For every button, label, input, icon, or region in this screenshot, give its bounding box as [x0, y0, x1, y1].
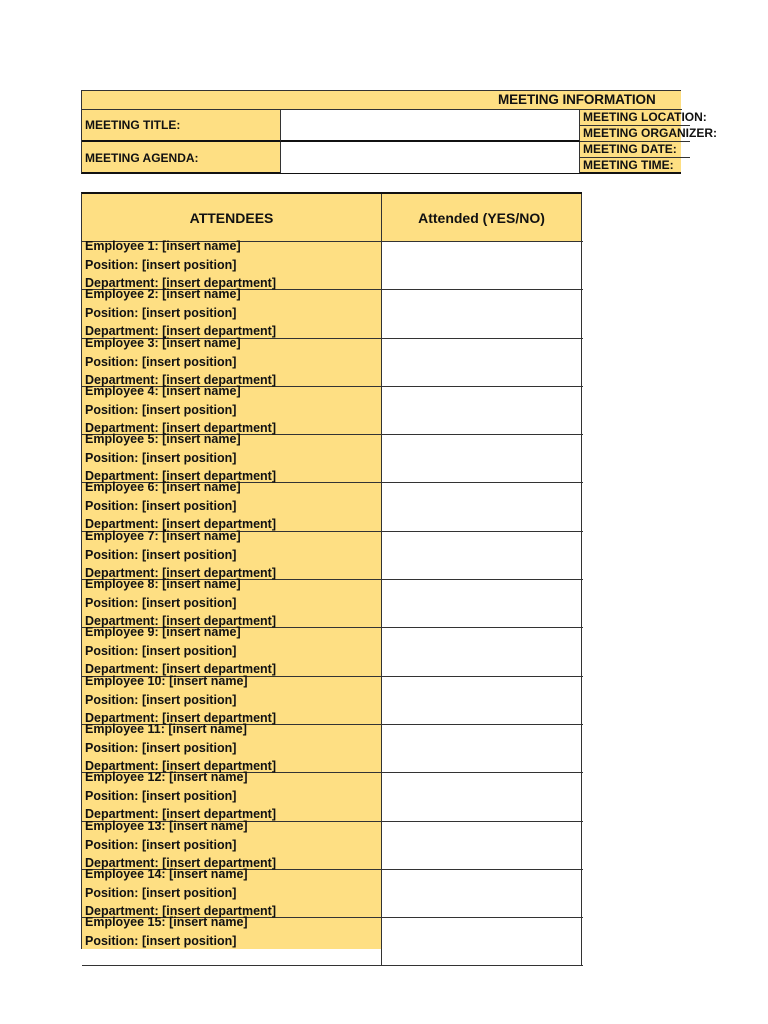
attendee-cell [82, 287, 382, 339]
employee-name: Employee 5: [insert name] [85, 432, 241, 447]
employee-department: Department: [insert department] [85, 710, 276, 725]
attendees-rows [82, 239, 583, 966]
table-row [82, 915, 583, 966]
employee-position: Position: [insert position] [85, 402, 237, 417]
employee-position: Position: [insert position] [85, 451, 237, 466]
meeting-information-title: MEETING INFORMATION [498, 92, 656, 107]
table-row [82, 287, 583, 339]
employee-name: Employee 12: [insert name] [85, 770, 248, 785]
meeting-date-label: MEETING DATE: [580, 142, 690, 158]
attended-input-cell[interactable] [382, 580, 582, 627]
attendee-cell [82, 239, 382, 290]
attendee-cell [82, 383, 382, 435]
attended-input-cell[interactable] [382, 483, 582, 530]
attended-input-cell[interactable] [382, 773, 582, 820]
employee-position: Position: [insert position] [85, 499, 237, 514]
table-row [82, 866, 583, 918]
attended-input-cell[interactable] [382, 628, 582, 675]
employee-name: Employee 1: [insert name] [85, 239, 241, 253]
employee-name: Employee 4: [insert name] [85, 383, 241, 398]
employee-position: Position: [insert position] [85, 789, 237, 804]
employee-department: Department: [insert department] [85, 903, 276, 918]
table-row [82, 818, 583, 870]
employee-department: Department: [insert department] [85, 276, 276, 290]
employee-department: Department: [insert department] [85, 324, 276, 339]
meeting-information-header [82, 91, 682, 110]
employee-name: Employee 9: [insert name] [85, 625, 241, 640]
employee-name: Employee 8: [insert name] [85, 577, 241, 592]
attended-input-cell[interactable] [382, 290, 582, 337]
attendee-cell [82, 480, 382, 532]
table-row [82, 383, 583, 435]
table-row [82, 335, 583, 387]
table-row [82, 577, 583, 629]
attendee-cell [82, 432, 382, 484]
meeting-information-table [81, 90, 717, 174]
employee-name: Employee 6: [insert name] [85, 480, 241, 495]
attendee-cell [82, 866, 382, 918]
attendee-cell [82, 577, 382, 629]
employee-name: Employee 2: [insert name] [85, 287, 241, 302]
attendee-cell [82, 915, 382, 965]
employee-department: Department: [insert department] [85, 758, 276, 773]
meeting-time-label: MEETING TIME: [583, 158, 674, 172]
meeting-organizer-label: MEETING ORGANIZER: [580, 126, 690, 142]
attendees-table [81, 192, 582, 949]
attendee-cell [82, 721, 382, 773]
employee-position: Position: [insert position] [85, 354, 237, 369]
table-row [82, 480, 583, 532]
meeting-location-label: MEETING LOCATION: [580, 110, 690, 126]
attendee-cell [82, 770, 382, 822]
employee-department: Department: [insert department] [85, 420, 276, 435]
employee-name: Employee 3: [insert name] [85, 335, 241, 350]
attendee-cell [82, 818, 382, 870]
employee-position: Position: [insert position] [85, 306, 237, 321]
employee-name: Employee 14: [insert name] [85, 866, 248, 881]
attendee-cell [82, 528, 382, 580]
attended-column-header: Attended (YES/NO) [382, 194, 582, 241]
employee-name: Employee 13: [insert name] [85, 818, 248, 833]
attended-input-cell[interactable] [382, 532, 582, 579]
employee-department: Department: [insert department] [85, 614, 276, 629]
employee-position: Position: [insert position] [85, 692, 237, 707]
table-row [82, 239, 583, 290]
meeting-agenda-label: MEETING AGENDA: [82, 142, 281, 173]
employee-department: Department: [insert department] [85, 855, 276, 870]
table-row [82, 721, 583, 773]
attended-input-cell[interactable] [382, 677, 582, 724]
attended-input-cell[interactable] [382, 435, 582, 482]
attendee-cell [82, 673, 382, 725]
attendees-column-header: ATTENDEES [82, 194, 382, 241]
table-row [82, 770, 583, 822]
attended-input-cell[interactable] [382, 387, 582, 434]
employee-position: Position: [insert position] [85, 547, 237, 562]
employee-position: Position: [insert position] [85, 885, 237, 900]
employee-position: Position: [insert position] [85, 596, 237, 611]
employee-department: Department: [insert department] [85, 565, 276, 580]
employee-department: Department: [insert department] [85, 469, 276, 484]
employee-department: Department: [insert department] [85, 517, 276, 532]
attended-input-cell[interactable] [382, 242, 582, 289]
attended-input-cell[interactable] [382, 870, 582, 917]
employee-position: Position: [insert position] [85, 934, 237, 949]
attendees-header-row [82, 194, 583, 242]
attendee-cell [82, 625, 382, 677]
employee-position: Position: [insert position] [85, 644, 237, 659]
table-row [82, 673, 583, 725]
attended-input-cell[interactable] [382, 725, 582, 772]
employee-department: Department: [insert department] [85, 372, 276, 387]
table-row [82, 432, 583, 484]
employee-position: Position: [insert position] [85, 837, 237, 852]
meeting-agenda-field[interactable] [281, 142, 580, 173]
employee-name: Employee 15: [insert name] [85, 915, 248, 930]
table-row [82, 625, 583, 677]
attended-input-cell[interactable] [382, 822, 582, 869]
employee-name: Employee 11: [insert name] [85, 721, 247, 736]
employee-name: Employee 10: [insert name] [85, 673, 248, 688]
employee-position: Position: [insert position] [85, 740, 237, 755]
employee-position: Position: [insert position] [85, 258, 237, 272]
employee-name: Employee 7: [insert name] [85, 528, 241, 543]
employee-department: Department: [insert department] [85, 662, 276, 677]
meeting-title-field[interactable] [281, 110, 580, 142]
attended-input-cell[interactable] [382, 918, 582, 965]
attendee-cell [82, 335, 382, 387]
meeting-title-label: MEETING TITLE: [82, 110, 281, 142]
table-row [82, 528, 583, 580]
attended-input-cell[interactable] [382, 339, 582, 386]
employee-department: Department: [insert department] [85, 807, 276, 822]
